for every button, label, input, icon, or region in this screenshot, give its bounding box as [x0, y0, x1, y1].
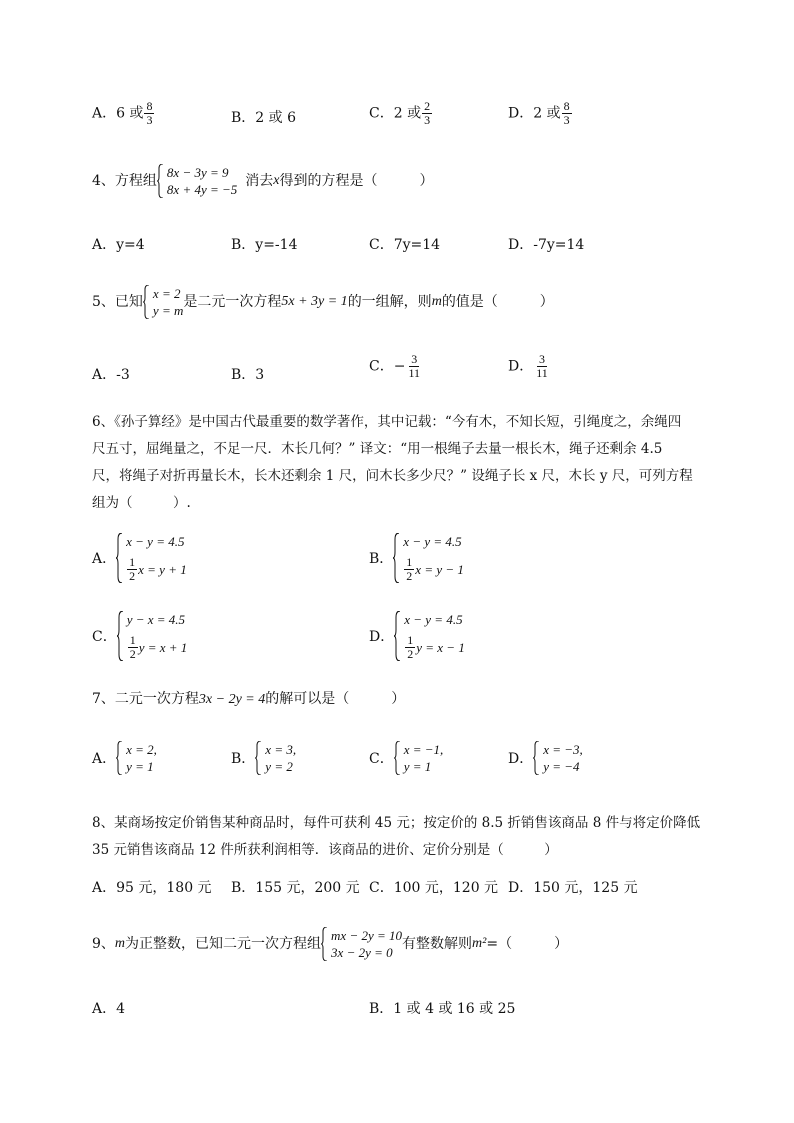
q5-option-a[interactable]: A．-3 [92, 367, 130, 383]
equation-system: mx − 2y = 10 3x − 2y = 0 [321, 927, 402, 961]
q5-option-c[interactable]: C．− $\frac{3}{11}$ [369, 352, 421, 380]
q6-stem: 6、《孙子算经》是中国古代最重要的数学著作，其中记载：“今有木，不知长短，引绳度之，余绳四 尺五寸，屈绳量之，不足一尺．木长几何？” 译文：“用一根绳子去量一根长木，绳子还剩余 4.5 尺，将绳子对折再量长木，长木还剩余 1 尺，问木长多少尺？” 设绳子长 x 尺，木长 y 尺，可列方程 组为（ ）. [92, 414, 693, 511]
fraction: $\frac{3}{11}$ [408, 352, 421, 380]
brace-icon [394, 741, 401, 775]
q7-option-c[interactable]: C． x = −1, y = 1 [369, 742, 444, 774]
q8-option-b[interactable]: B．155 元，200 元 [231, 880, 360, 896]
q9-option-b[interactable]: B．1 或 4 或 16 或 25 [369, 1001, 516, 1017]
brace-icon [116, 533, 123, 583]
q3-option-c[interactable]: C．2 或 $\frac{2}{3}$ [369, 99, 431, 127]
q4-stem: 4、方程组 8x − 3y = 9 8x + 4y = −5 消去 x 得到的方程是（ ） [92, 165, 434, 197]
q7-stem: 7、二元一次方程3x − 2y = 4的解可以是（ ） [92, 691, 406, 707]
q4-option-d[interactable]: D．-7y=14 [508, 237, 585, 253]
q6-option-d[interactable]: D． x − y = 4.5 $\frac{1}{2}$ y = x − 1 [369, 612, 465, 661]
brace-icon [255, 741, 262, 775]
brace-icon [394, 611, 401, 661]
q4-option-c[interactable]: C．7y=14 [369, 237, 441, 253]
brace-icon [116, 741, 123, 775]
brace-icon [143, 285, 150, 319]
q6-option-a[interactable]: A． x − y = 4.5 $\frac{1}{2}$ x = y + 1 [92, 534, 187, 583]
q6-option-b[interactable]: B． x − y = 4.5 $\frac{1}{2}$ x = y − 1 [369, 534, 464, 583]
q3-option-b[interactable]: B．2 或 6 [231, 110, 297, 126]
fraction: $\frac{8}{3}$ [563, 99, 570, 127]
q4-option-b[interactable]: B．y=-14 [231, 237, 298, 253]
q4-option-a[interactable]: A．y=4 [92, 237, 145, 253]
fraction: $\frac{3}{11}$ [536, 352, 548, 380]
equation-system: x − y = 4.5 $\frac{1}{2}$ y = x − 1 [394, 611, 465, 661]
q3-option-d[interactable]: D．2 或 $\frac{8}{3}$ [508, 99, 570, 127]
fraction: $\frac{2}{3}$ [424, 99, 431, 127]
q9-stem: 9、 m 为正整数，已知二元一次方程组 mx − 2y = 10 3x − 2y = 0 有整数解则 m² =（ ） [92, 928, 569, 960]
q3-option-a[interactable]: A．6 或 $\frac{8}{3}$ [92, 99, 153, 127]
q5-option-b[interactable]: B．3 [231, 367, 265, 383]
q7-option-b[interactable]: B． x = 3, y = 2 [231, 742, 297, 774]
equation-system: y − x = 4.5 $\frac{1}{2}$ y = x + 1 [117, 611, 188, 661]
equation-system: x − y = 4.5 $\frac{1}{2}$ x = y + 1 [116, 533, 187, 583]
q7-option-d[interactable]: D． x = −3, y = −4 [508, 742, 583, 774]
equation-system: x − y = 4.5 $\frac{1}{2}$ x = y − 1 [393, 533, 464, 583]
q9-option-a[interactable]: A．4 [92, 1001, 126, 1017]
brace-icon [393, 533, 400, 583]
equation-system: x = 2 y = m [143, 285, 183, 319]
equation-system: x = −1, y = 1 [394, 741, 444, 775]
q5-option-d[interactable]: D． $\frac{3}{11}$ [508, 352, 548, 380]
q8-option-d[interactable]: D．150 元，125 元 [508, 880, 638, 896]
q7-option-a[interactable]: A． x = 2, y = 1 [92, 742, 157, 774]
brace-icon [117, 611, 124, 661]
brace-icon [157, 164, 164, 198]
q8-stem: 8、某商场按定价销售某种商品时，每件可获利 45 元；按定价的 8.5 折销售该商品 8 件与将定价降低 35 元销售该商品 12 件所获利润相等．该商品的进价、定价分别是（ ） [92, 815, 701, 858]
equation-system: 8x − 3y = 9 8x + 4y = −5 [157, 164, 237, 198]
brace-icon [533, 741, 540, 775]
brace-icon [321, 927, 328, 961]
q8-option-a[interactable]: A．95 元，180 元 [92, 880, 212, 896]
q8-option-c[interactable]: C．100 元，120 元 [369, 880, 499, 896]
q5-stem: 5、已知 x = 2 y = m 是二元一次方程 5x + 3y = 1 的一组解，则 m 的值是（ ） [92, 286, 554, 318]
fraction: $\frac{8}{3}$ [146, 99, 153, 127]
q6-option-c[interactable]: C． y − x = 4.5 $\frac{1}{2}$ y = x + 1 [92, 612, 188, 661]
equation-system: x = −3, y = −4 [533, 741, 583, 775]
equation-system: x = 2, y = 1 [116, 741, 157, 775]
equation-system: x = 3, y = 2 [255, 741, 296, 775]
